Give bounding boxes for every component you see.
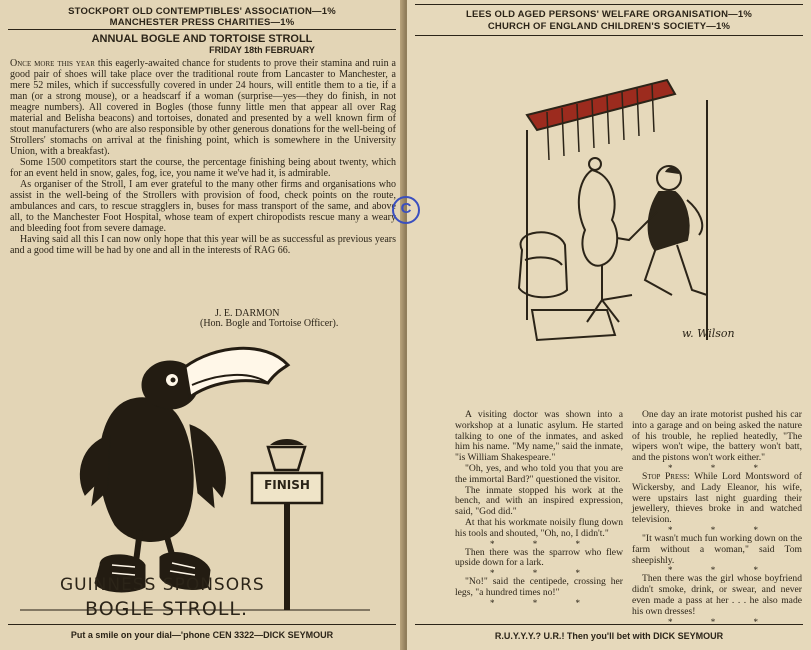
toucan-wing-right [190,425,225,507]
article-paragraph-1 [10,58,396,157]
article-body [10,58,396,256]
man-jacket [649,192,689,250]
stars-divider: * * * [490,568,598,579]
joke-asylum-1: A visiting doctor was shown into a workshop at a lunatic asylum. He started talking to one of the inmates, and asked him his name. "My name," said the inmate, "is William Shakespeare." [455,409,623,464]
toucan-beak [185,348,288,397]
right-page [407,0,811,650]
rack-slats [547,84,654,160]
article-paragraph-3: As organiser of the Stroll, I am ever grateful to the many other firms and organisations who assist in the well-being of the Strollers with provision of food, check points on the route, ambulances and cars, to rescue stragglers in, buses for mass transport of the same, and above all, to the Manchester Foot Hospital, whose team of expert chiropodists rescue many a weary and bleeding foot from severe damage. [10,179,396,234]
dummy-stand [587,265,632,322]
joke-asylum-3: The inmate stopped his work at the bench, and with an inspired expression, said, "God did." [455,484,623,518]
joke-farm: "It wasn't much fun working down on the farm without a woman," said Tom sheepishly. [632,532,802,566]
cartoonist-signature: w. Wilson [682,327,735,340]
stars-divider: * * * [668,524,776,535]
finish-post [284,500,290,610]
copyright-stamp: C [392,196,420,224]
right-footer: R.U.Y.Y.Y.? U.R.! Then you'll bet with DICK SEYMOUR [494,631,724,641]
tailor-dummy [579,170,617,266]
article-paragraph-2: Some 1500 competitors start the course, the percentage finishing being about twenty, which for an event held in snow, gales, fog, ice, you name it we've had it, is admirable. [10,157,396,179]
toucan-body [99,398,193,542]
joke-sparrow: Then there was the sparrow who flew upside down for a lark. [455,546,623,569]
workshop-cartoon [407,60,811,360]
caption-line2: BOGLE STROLL. [85,598,249,620]
left-page [0,0,404,650]
joke-girl: Then there was the girl whose boyfriend didn't smoke, drink, or swear, and never even made a pass at her . . . he also made his own dresses! [632,573,802,617]
man-legs [645,245,707,295]
dummy-knob [589,158,601,170]
left-header-rule [8,29,396,30]
finish-sign-text: FINISH [264,478,310,492]
stop-press-text: While Lord Montsword of Wickersby, and Lady Eleanor, his wife, were upstairs last night guarding their jewellery, thieves broke in and watched television. [632,470,802,526]
stars-divider: * * * [490,538,598,549]
right-footer-rule [415,624,803,625]
left-footer: Put a smile on your dial—'phone CEN 3322—DICK SEYMOUR [70,630,334,640]
right-header-rule [415,35,803,36]
article-lead-caps: Once more this year [10,58,95,69]
joke-stop-press [632,472,802,526]
joke-centipede: "No!" said the centipede, crossing her legs, "a hundred times no!" [455,576,623,598]
article-date: FRIDAY 18th FEBRUARY [209,45,315,55]
caption-line1: GUINNESS SPONSORS [60,575,265,595]
stars-divider: * * * [668,616,776,627]
jokes-column-2 [632,410,802,626]
right-header-line2: CHURCH OF ENGLAND CHILDREN'S SOCIETY—1% [487,21,731,32]
stars-divider: * * * [490,597,598,608]
article-title: ANNUAL BOGLE AND TORTOISE STROLL [91,33,313,45]
trunk [532,310,615,340]
stars-divider: * * * [668,462,776,473]
left-header-line1: STOCKPORT OLD CONTEMPTIBLES' ASSOCIATION—1% [68,6,336,17]
stop-press-caps: Stop Press: [642,470,690,482]
signature-role: (Hon. Bogle and Tortoise Officer). [200,318,339,329]
joke-motorist: One day an irate motorist pushed his car into a garage and on being asked the nature of his trouble, he replied heatedly, "The wipers won't wipe, the battery won't batt, and the pistons won't work either." [632,409,802,464]
right-header-line1: LEES OLD AGED PERSONS' WELFARE ORGANISATION—1% [466,9,752,20]
article-paragraph-1-text: this eagerly-awaited chance for students to prove their stamina and ruin a good pair of shoes will take place over the traditional route from Lancaster to Manchester, a mere 52 miles, which if successfully covered in under 24 hours, will entitle them to a tie, if a man (or a strong mouse), or a headscarf if a woman (surprise—yes—they do finish, in not meagre numbers). All covered in Bogles (those funny little men that appear all over Rag material and Belisha beacons) and tortoises, donated and presented by a well known firm of stout manufacturers (who are also responsible by other generous donations for the well-being of Strollers' stomachs on arrival at the finishing point, which is somewhere in the University Union, with a breakfast). [10,58,396,157]
trophy-cup [268,447,305,470]
joke-asylum-2: "Oh, yes, and who told you that you are the immortal Bard?" questioned the visitor. [455,462,623,485]
joke-asylum-4: At that his workmate noisily flung down his tools and shouted, "Oh, no, I didn't." [455,516,623,539]
jokes-column-1 [455,410,623,607]
right-header-top-rule [415,4,803,5]
stars-divider: * * * [668,565,776,576]
left-header-line2: MANCHESTER PRESS CHARITIES—1% [109,17,295,28]
cup-flowers [270,439,304,445]
left-footer-rule [8,624,396,625]
article-paragraph-4: Having said all this I can now only hope that this year will be as successful as previous years and a good time will be had by one and all in the interests of RAG 66. [10,234,396,256]
toucan-pupil [171,378,176,383]
signature-name: J. E. DARMON [215,308,280,319]
armchair-cushion [525,257,562,265]
